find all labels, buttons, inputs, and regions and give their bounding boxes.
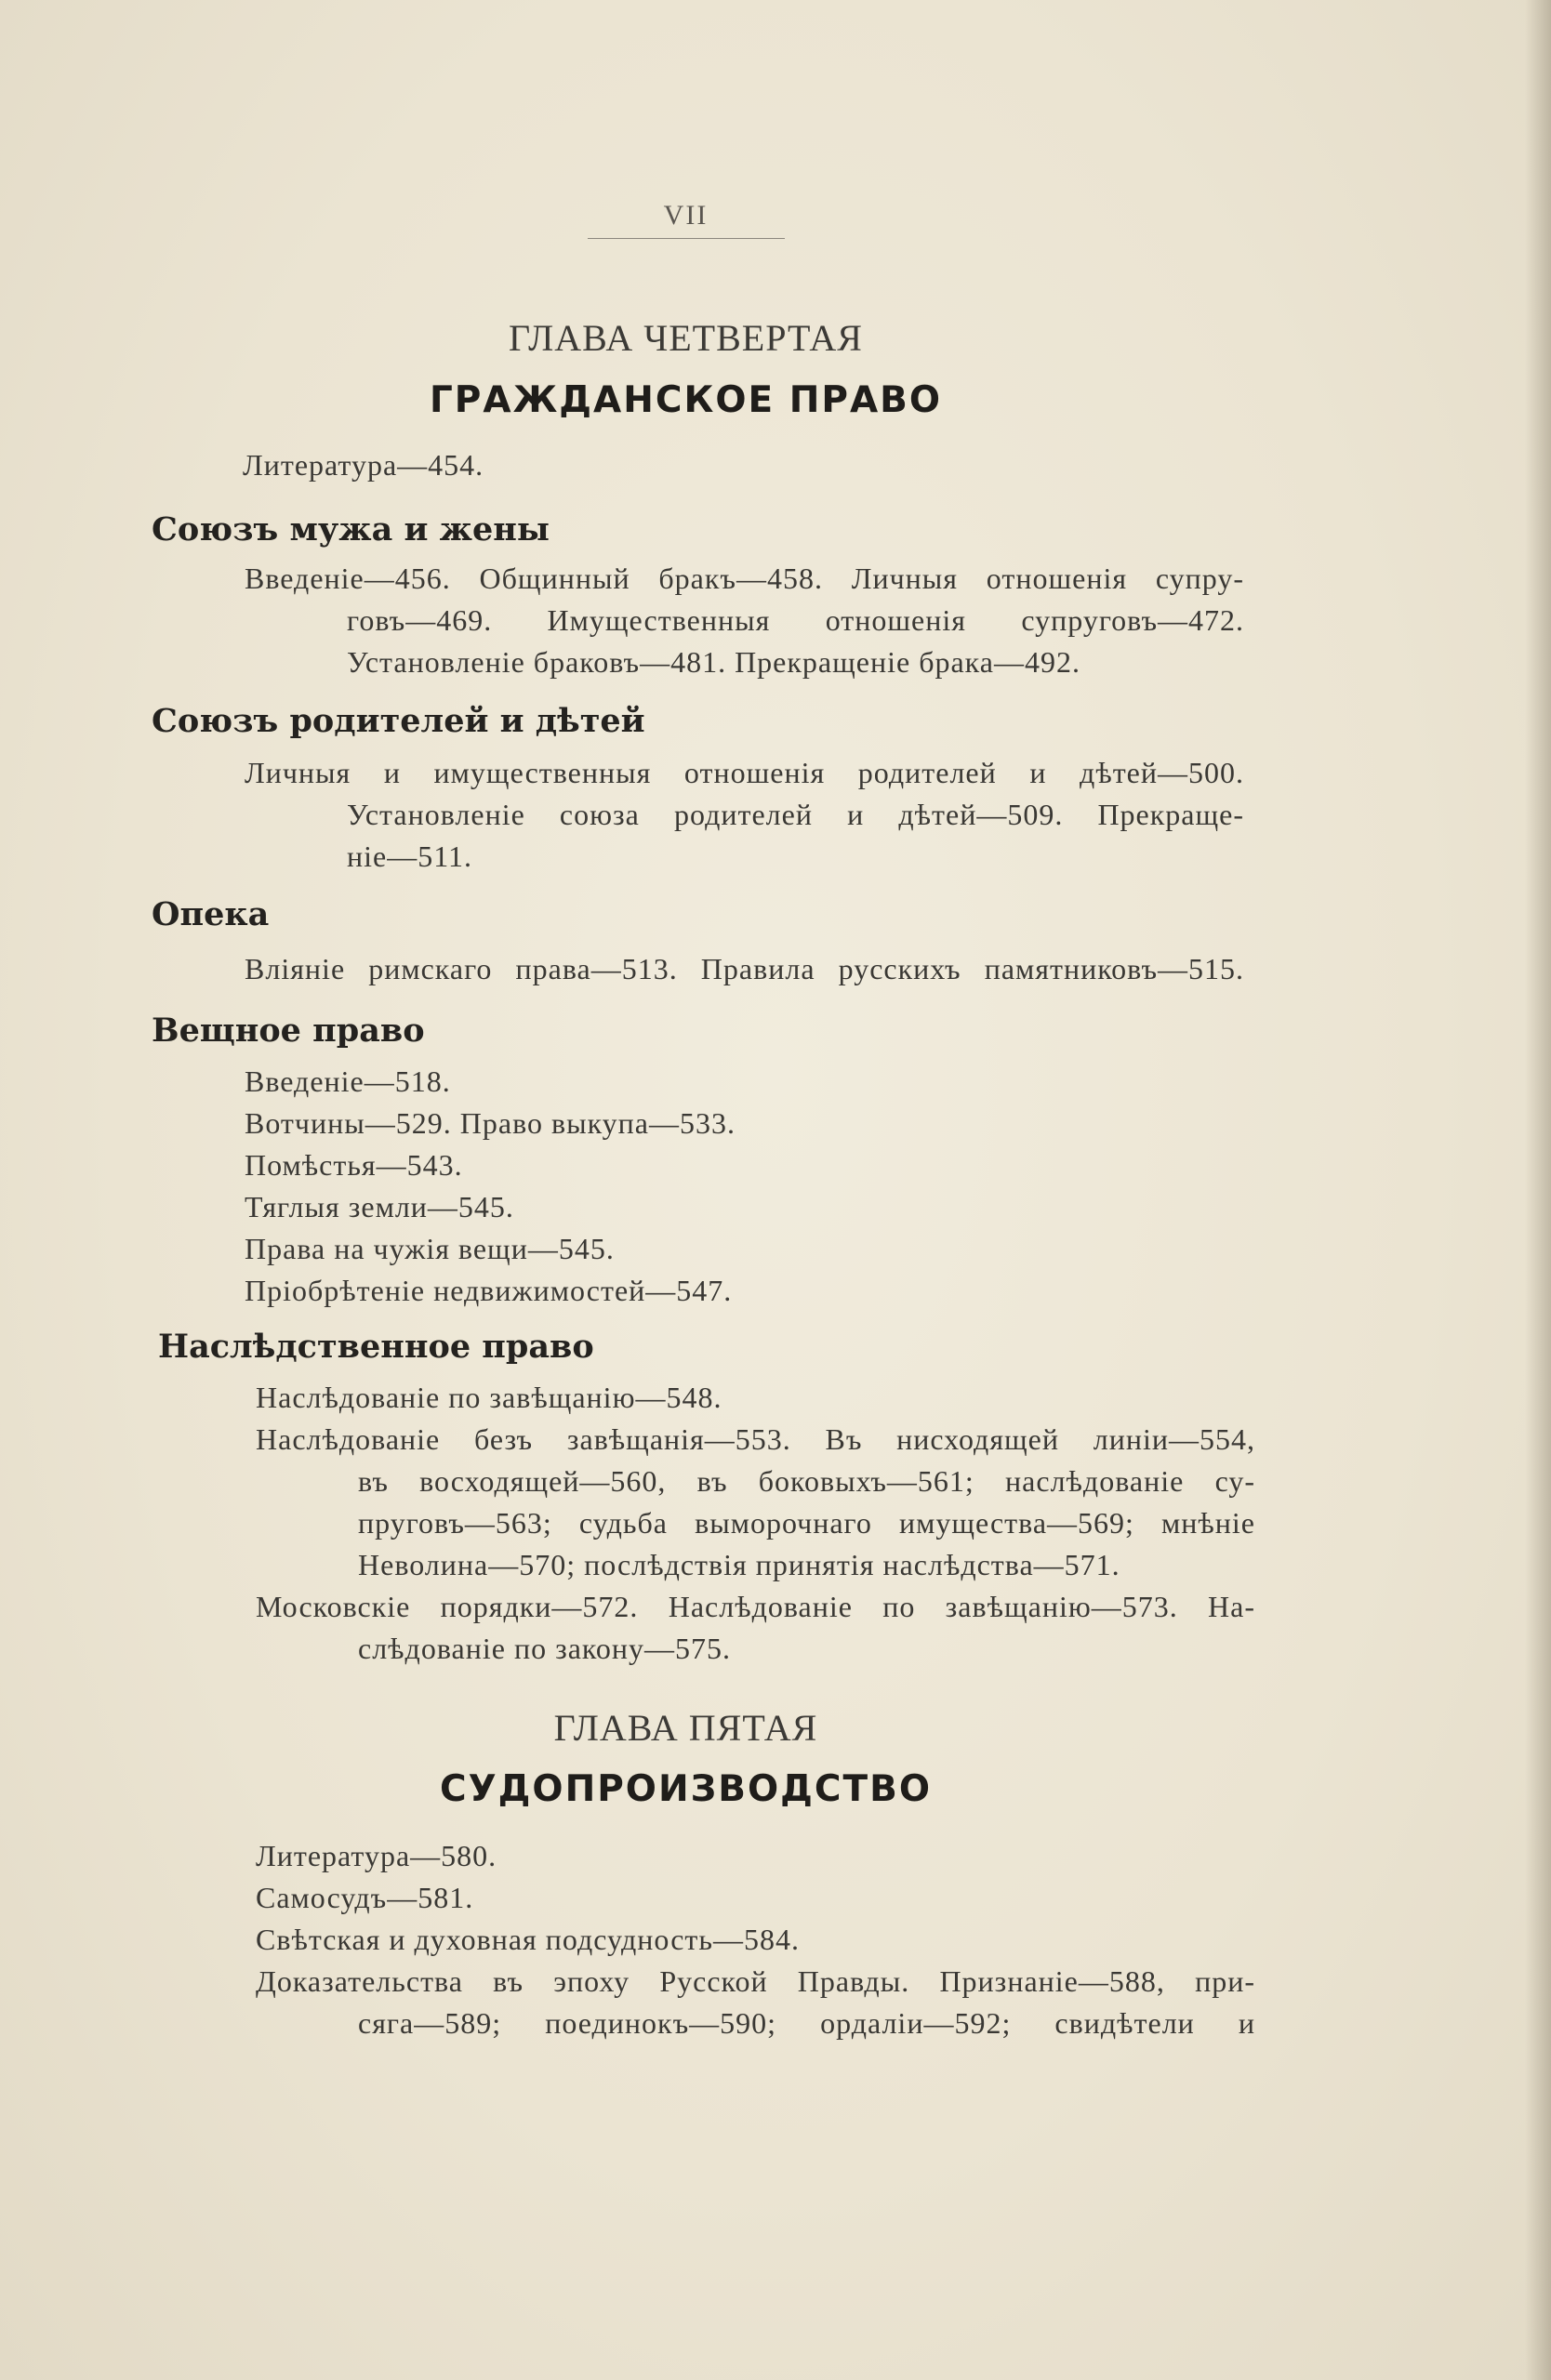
toc-line: Вліяніе римскаго права—513. Правила русскихъ памятниковъ—515. [245,952,1244,985]
section-title-marriage: Союзъ мужа и жены [152,510,550,549]
toc-line: въ восходящей—560, въ боковыхъ—561; наслѣдованіе су- [358,1464,1255,1498]
toc-line: Вотчины—529. Право выкупа—533. [245,1106,736,1140]
section-title-property-law: Вещное право [152,1012,425,1050]
chapter-4-literature: Литература—454. [243,448,484,482]
toc-line: Московскіе порядки—572. Наслѣдованіе по завѣщанію—573. На- [256,1590,1255,1623]
chapter-4-subtitle: ГРАЖДАНСКОЕ ПРАВО [429,379,943,421]
toc-line: Личныя и имущественныя отношенія родителей и дѣтей—500. [245,756,1244,789]
toc-line: Наслѣдованіе по завѣщанію—548. [256,1381,722,1414]
toc-line: Установленіе союза родителей и дѣтей—509. Прекраще- [347,798,1244,831]
toc-line: Наслѣдованіе безъ завѣщанія—553. Въ нисходящей линіи—554, [256,1422,1255,1456]
toc-line: Доказательства въ эпоху Русской Правды. Признаніе—588, при- [256,1964,1255,1998]
section-parents-children-entries [245,756,1244,881]
section-property-law-entries [245,1064,1244,1316]
section-inheritance-law-entries [256,1381,1255,1673]
chapter-5-entries [256,1839,1255,2048]
toc-line: Введеніе—518. [245,1064,451,1098]
section-title-parents-children: Союзъ родителей и дѣтей [152,702,645,740]
section-guardianship-entries [245,952,1244,994]
toc-line: Введеніе—456. Общинный бракъ—458. Личныя отношенія супру- [245,562,1244,595]
toc-line: слѣдованіе по закону—575. [358,1632,731,1665]
toc-line: Установленіе браковъ—481. Прекращеніе брака—492. [347,645,1080,679]
toc-line: ніе—511. [347,840,473,873]
page-edge-shadow [1525,0,1551,2380]
toc-line: сяга—589; поединокъ—590; ордаліи—592; свидѣтели и [358,2006,1255,2040]
toc-line: пруговъ—563; судьба выморочнаго имущества—569; мнѣніе [358,1506,1255,1540]
page-number: VII [663,200,709,231]
toc-line: Самосудъ—581. [256,1881,474,1914]
toc-line: Свѣтская и духовная подсудность—584. [256,1923,800,1956]
toc-line: Неволина—570; послѣдствія принятія наслѣдства—571. [358,1548,1120,1581]
section-marriage-entries [245,562,1244,687]
toc-line: говъ—469. Имущественныя отношенія супруговъ—472. [347,603,1244,637]
toc-line: Помѣстья—543. [245,1148,463,1182]
chapter-5-subtitle: СУДОПРОИЗВОДСТВО [439,1768,933,1810]
toc-line: Права на чужія вещи—545. [245,1232,615,1265]
toc-line: Пріобрѣтеніе недвижимостей—547. [245,1274,733,1307]
toc-line: Литература—580. [256,1839,497,1872]
toc-line: Тяглыя земли—545. [245,1190,514,1223]
page-number-rule [588,238,785,239]
section-title-guardianship: Опека [152,895,270,933]
chapter-4-title: ГЛАВА ЧЕТВЕРТАЯ [509,317,863,359]
section-title-inheritance-law: Наслѣдственное право [158,1328,594,1366]
chapter-5-title: ГЛАВА ПЯТАЯ [553,1707,818,1749]
